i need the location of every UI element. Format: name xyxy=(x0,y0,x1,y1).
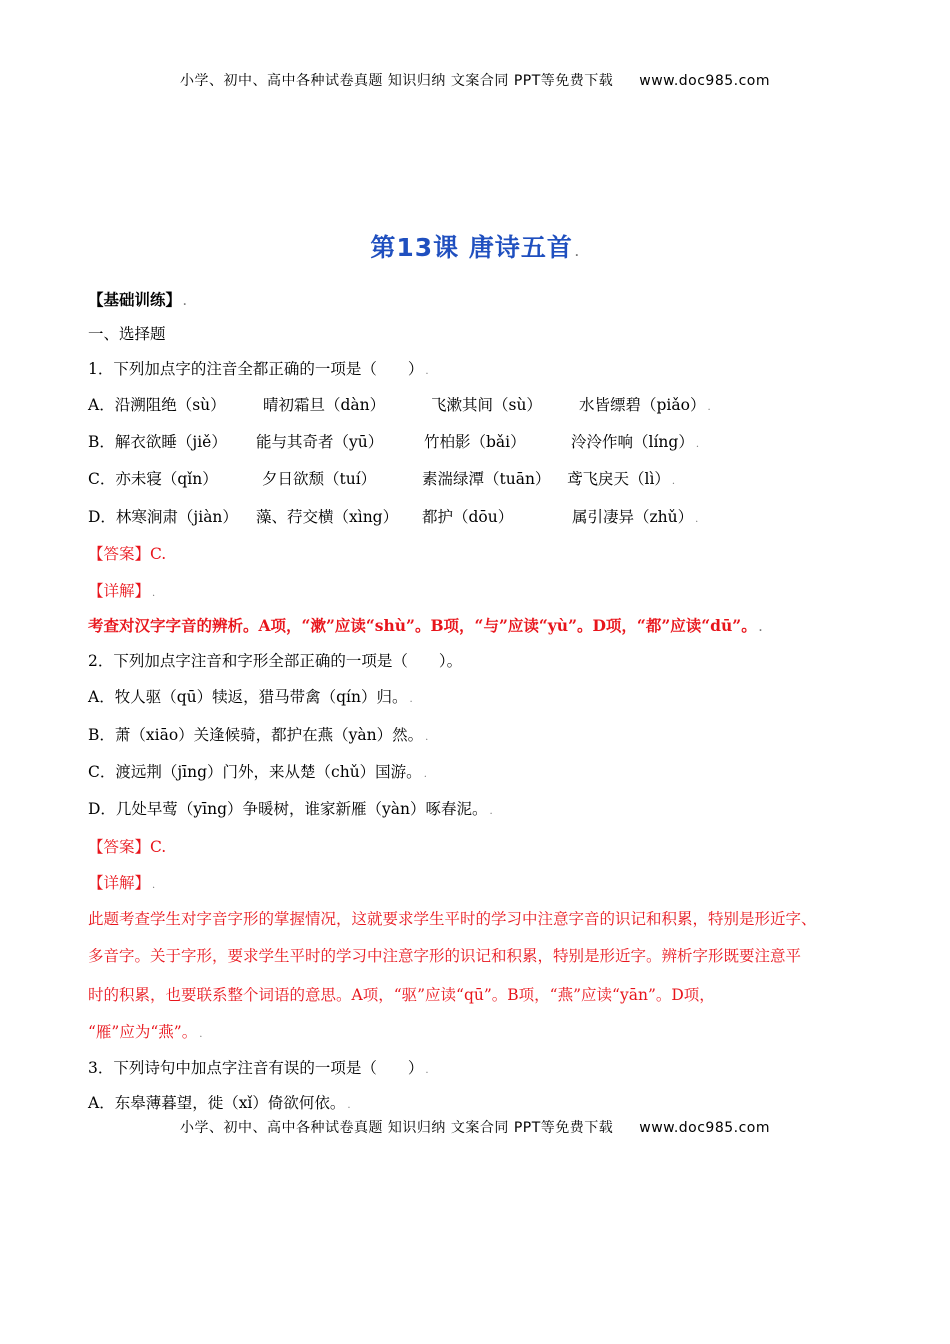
q1-detail-label: 【详解】 . xyxy=(88,582,156,600)
header-text: 小学、初中、高中各种试卷真题 知识归纳 文案合同 PPT等免费下载 xyxy=(179,73,614,89)
q2-option-b: B．萧（xiāo）关逢候骑，都护在燕（yàn）然。 . xyxy=(88,726,429,744)
q1-answer: 【答案】C. xyxy=(88,545,167,563)
q2-detail-line-1: 此题考查学生对字音字形的掌握情况，这就要求学生平时的学习中注意字音的识记和积累，特别是形近字、 xyxy=(88,910,817,928)
q2-option-a: A．牧人驱（qū）犊返，猎马带禽（qín）归。 . xyxy=(88,688,413,706)
q2-detail-line-2: 多音字。关于字形，要求学生平时的学习中注意字形的识记和积累，特别是形近字。辨析字形既要注意平 xyxy=(88,947,802,965)
q2-stem: 2．下列加点字注音和字形全部正确的一项是（ ）。 xyxy=(88,652,463,670)
q3-stem: 3．下列诗句中加点字注音有误的一项是（ ） . xyxy=(88,1059,429,1077)
q1-detail: 考查对汉字字音的辨析。A项，“漱”应读“shù”。B项，“与”应读“yù”。D项，“都”应读“dū”。 . xyxy=(88,616,763,635)
part-heading: 一、选择题 xyxy=(88,325,166,343)
q2-detail-line-4: “雁”应为“燕”。 . xyxy=(88,1023,203,1041)
q2-option-c: C．渡远荆（jīng）门外，来从楚（chǔ）国游。 . xyxy=(88,763,427,781)
q2-detail-line-3: 时的积累，也要联系整个词语的意思。A项，“驱”应读“qū”。B项，“燕”应读“yān”。D项， xyxy=(88,986,715,1004)
page-footer xyxy=(0,1117,950,1137)
page-title: 第13课 唐诗五首 . xyxy=(370,233,580,262)
page-header xyxy=(0,70,950,90)
footer-text: 小学、初中、高中各种试卷真题 知识归纳 文案合同 PPT等免费下载 xyxy=(179,1120,614,1136)
q1-option-b: B．解衣欲睡（jiě） 能与其奇者（yū） 竹柏影（bǎi） 泠泠作响（líng） . xyxy=(88,433,700,451)
q1-stem: 1．下列加点字的注音全都正确的一项是（ ） . xyxy=(88,360,429,378)
q2-option-d: D．几处早莺（yīng）争暖树，谁家新雁（yàn）啄春泥。 . xyxy=(88,800,493,818)
q1-option-c: C．亦未寝（qǐn） 夕日欲颓（tuí） 素湍绿潭（tuān） 鸢飞戾天（lì） . xyxy=(88,470,676,488)
q2-detail-label: 【详解】 . xyxy=(88,874,156,892)
q2-answer: 【答案】C. xyxy=(88,838,167,856)
section-heading: 【基础训练】 . xyxy=(88,290,187,309)
header-url[interactable]: www.doc985.com xyxy=(639,73,771,89)
q1-option-a: A．沿溯阻绝（sù） 晴初霜旦（dàn） 飞漱其间（sù） 水皆缥碧（piǎo） . xyxy=(88,396,711,414)
q3-option-a: A．东皋薄暮望，徙（xǐ）倚欲何依。 . xyxy=(88,1094,351,1112)
footer-url[interactable]: www.doc985.com xyxy=(639,1120,771,1136)
q1-option-d: D．林寒涧肃（jiàn） 藻、荇交横（xìng） 都护（dōu） 属引凄异（zhǔ） . xyxy=(88,508,699,526)
